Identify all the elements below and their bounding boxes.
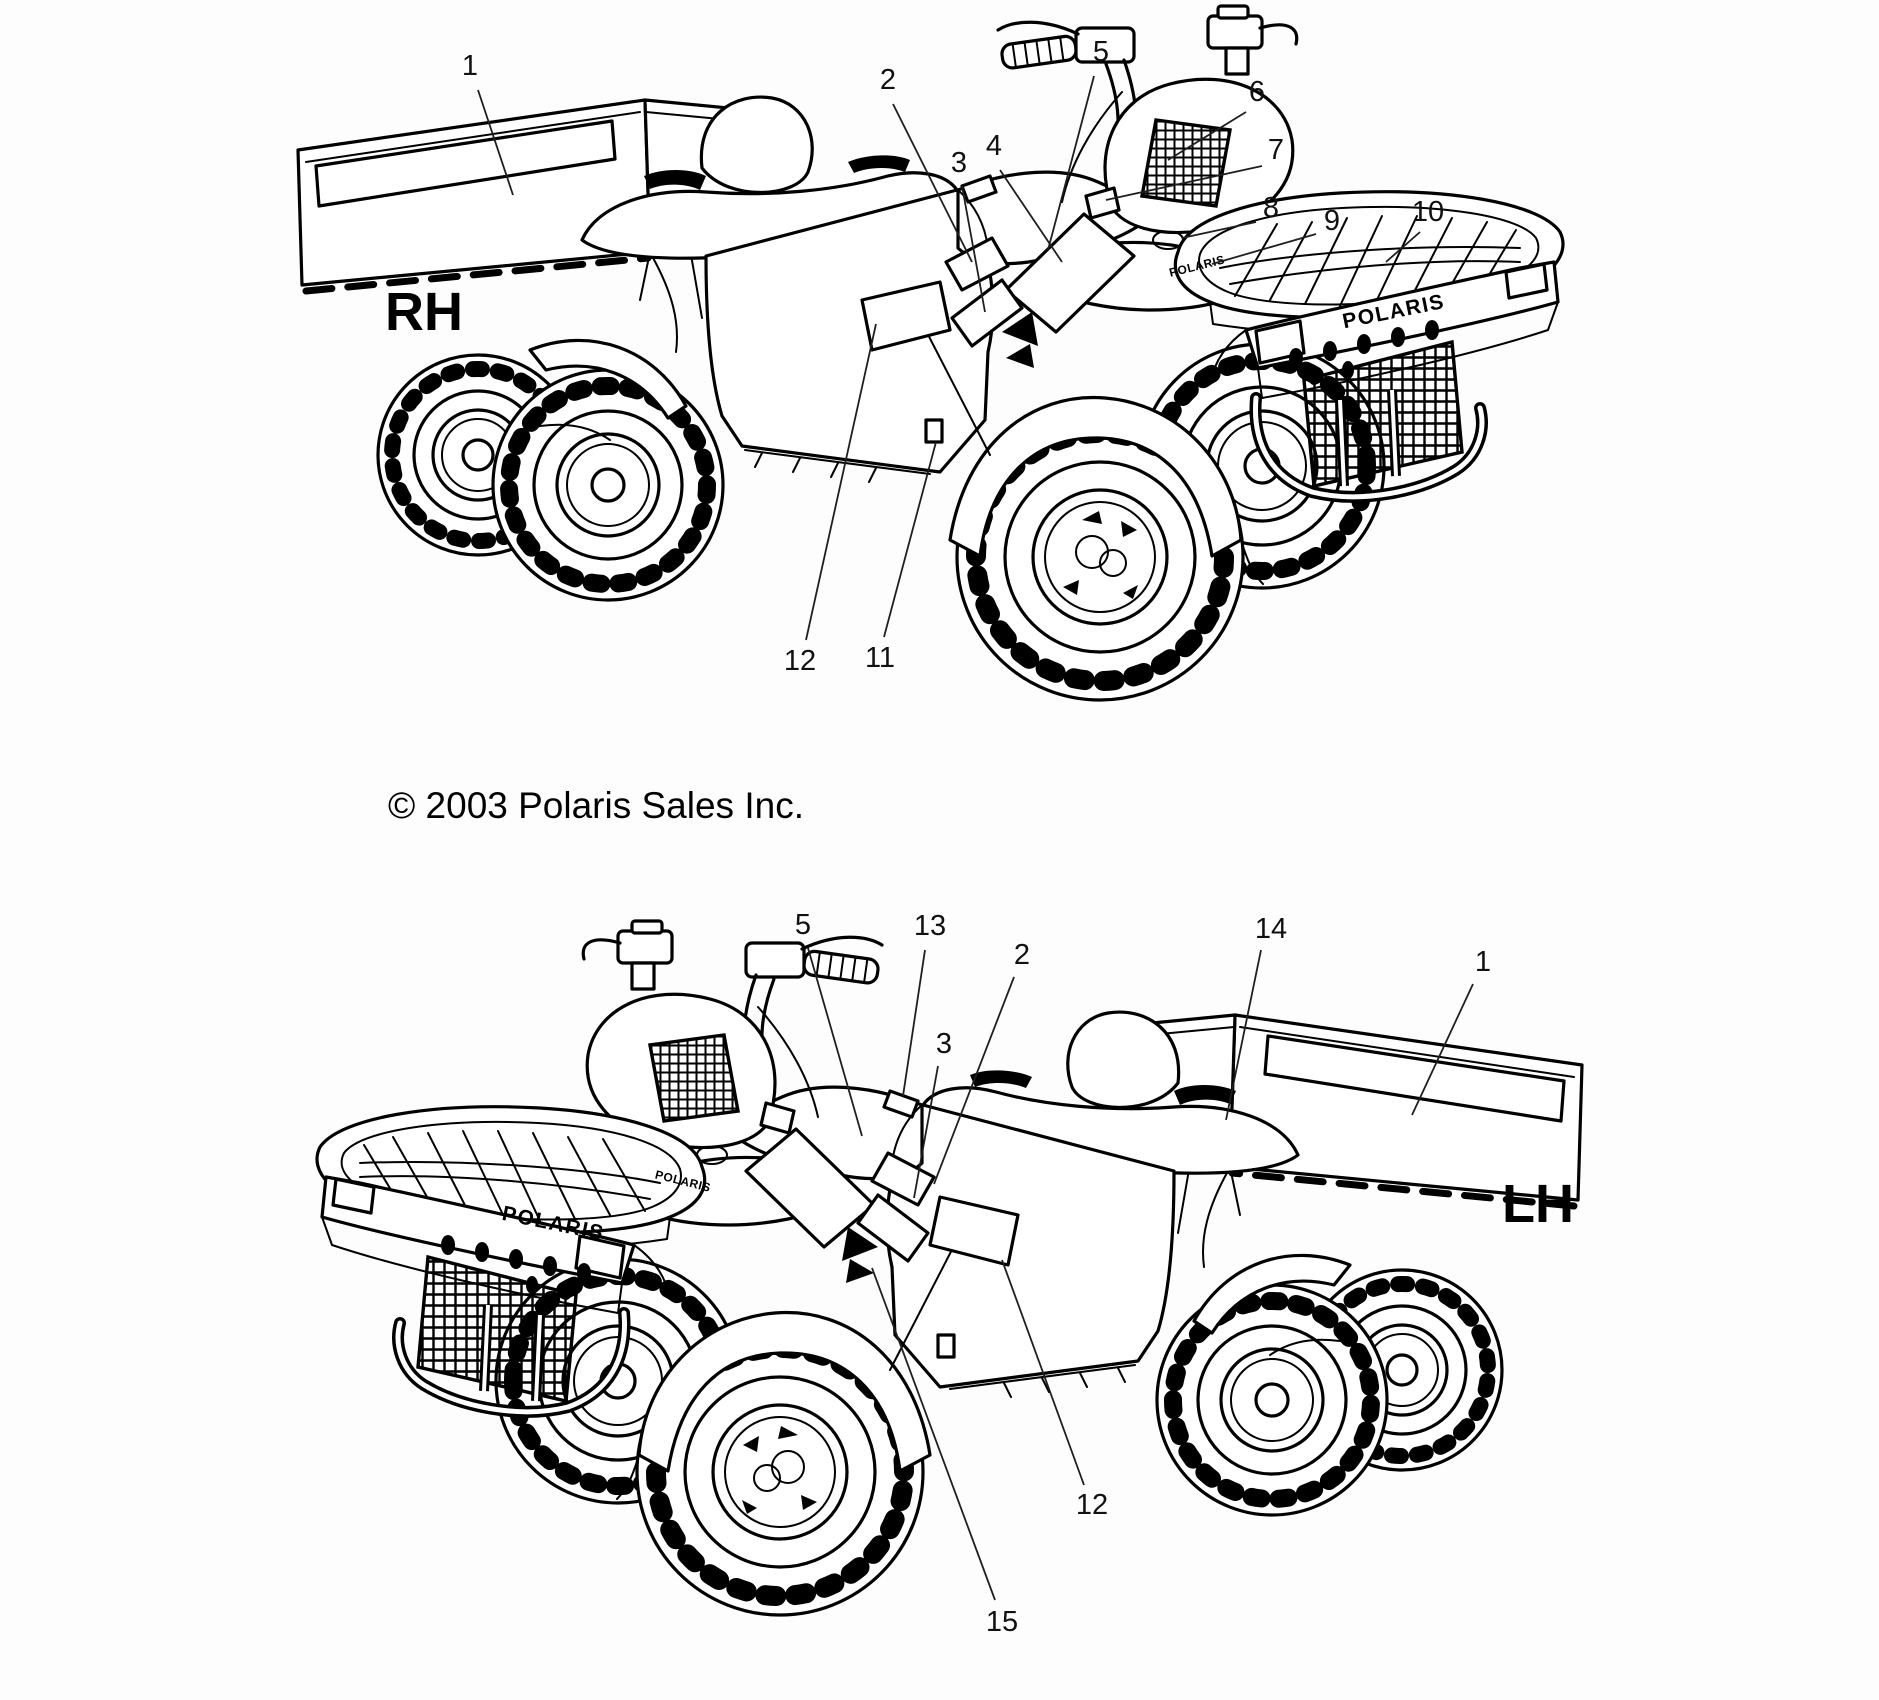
callout-label-rh-5: 5 bbox=[1092, 36, 1110, 68]
side-brand-decal-lh: POLARIS bbox=[653, 1167, 713, 1195]
callout-label-lh-12: 12 bbox=[1075, 1489, 1109, 1521]
callout-leader-lh-13 bbox=[903, 950, 925, 1096]
callout-label-rh-11: 11 bbox=[864, 642, 896, 674]
atv-rh bbox=[298, 6, 1563, 700]
callout-label-rh-1: 1 bbox=[461, 50, 479, 82]
lh-view bbox=[317, 909, 1582, 1638]
callout-label-lh-15: 15 bbox=[985, 1606, 1019, 1638]
callout-label-lh-3: 3 bbox=[935, 1028, 953, 1060]
callout-label-rh-4: 4 bbox=[985, 130, 1003, 162]
lh-view-label: LH bbox=[1502, 1174, 1574, 1234]
bumper-brand-decal-rh: POLARIS bbox=[1340, 290, 1447, 334]
callout-label-rh-8: 8 bbox=[1262, 192, 1280, 224]
callout-label-rh-3: 3 bbox=[950, 147, 968, 179]
callout-label-lh-1: 1 bbox=[1474, 946, 1492, 978]
copyright-note: © 2003 Polaris Sales Inc. bbox=[388, 785, 804, 826]
callout-label-lh-5: 5 bbox=[794, 909, 812, 941]
callout-label-lh-2: 2 bbox=[1013, 939, 1031, 971]
callout-label-rh-6: 6 bbox=[1248, 76, 1266, 108]
side-brand-decal-rh: POLARIS bbox=[1167, 252, 1227, 280]
bumper-brand-decal-lh: POLARIS bbox=[500, 1202, 607, 1246]
callout-label-rh-7: 7 bbox=[1267, 134, 1285, 166]
atv-lh bbox=[317, 921, 1582, 1615]
callout-label-lh-14: 14 bbox=[1254, 913, 1288, 945]
callout-label-rh-10: 10 bbox=[1411, 196, 1445, 228]
rh-view-label: RH bbox=[385, 282, 463, 342]
callout-label-lh-13: 13 bbox=[913, 910, 947, 942]
callout-label-rh-12: 12 bbox=[783, 645, 817, 677]
callout-label-rh-9: 9 bbox=[1323, 205, 1341, 237]
rh-view bbox=[298, 6, 1563, 700]
callout-label-rh-2: 2 bbox=[879, 64, 897, 96]
